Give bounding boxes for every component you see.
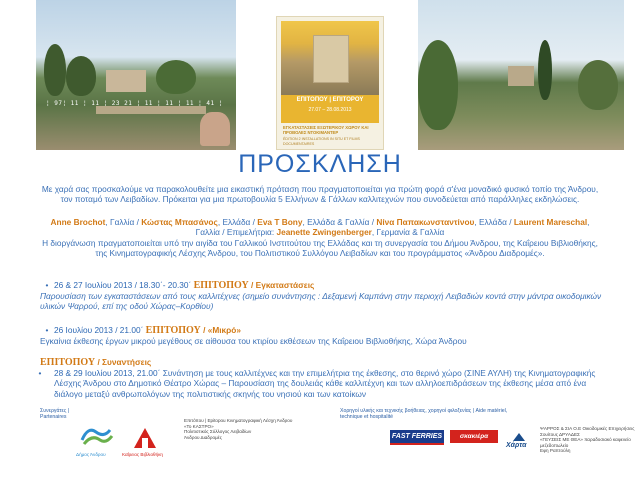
curator-country: , Γερμανία & Γαλλία bbox=[371, 227, 445, 238]
poster-subtitle-fr: ÉDITION 2 INSTALLATIONS IN SITU ET FILMS DOCUMENTAIRES bbox=[283, 137, 360, 146]
event-brand: ΕΠΙΤΟΠΟΥ bbox=[193, 280, 249, 291]
sponsor-item: μεζεδοπωλείο bbox=[540, 442, 569, 448]
event-title: / Συναντήσεις bbox=[95, 357, 152, 367]
event-title: / Εγκαταστάσεις bbox=[248, 280, 315, 290]
library-logo bbox=[122, 422, 163, 457]
event-description: Εγκαίνια έκθεσης έργων μικρού μεγέθους σε αίθουσα του κτιρίου εκθέσεων της Καΐρειου Βιβλιοθήκης, Χώρα Άνδρου bbox=[40, 336, 467, 347]
sponsor-item: «ΓΕΥΣΕΙΣ ΜΕ ΘΕΑ» παραδοσιακό καφενείο bbox=[540, 437, 631, 443]
artist-country: , Ελλάδα / bbox=[474, 217, 514, 227]
event-description: Παρουσίαση των εγκαταστάσεων από τους καλλιτέχνες (σημείο συνάντησης : Δεξαμενή Καμπάνη στην περιοχή Λειβαδιών κοντά στην μάντρα οικοδομικών υλικών Ψαρρού, επί της οδού Χώρας–Κορθίου) bbox=[40, 291, 602, 312]
fast-ferries-logo: FAST FERRIES bbox=[390, 430, 444, 445]
sponsors-label: Χορηγοί υλικής και τεχνικής βοήθειας, χορηγοί φιλοξενίας | Aide matériel, technique et hospitalité bbox=[340, 408, 508, 420]
xarta-logo bbox=[506, 432, 526, 449]
artist-country: , Γαλλία / Επιμελήτρια: bbox=[195, 217, 590, 238]
bullet-icon: • bbox=[45, 280, 49, 290]
bullet-icon: • bbox=[38, 368, 42, 379]
artist-name: Eva T Bony bbox=[257, 217, 303, 227]
poster-dates: 27.07 – 28.08.2013 bbox=[308, 107, 352, 113]
sponsor-name: Χάρτα bbox=[506, 442, 527, 449]
poster-title: ΕΠΙΤΟΠΟΥ | ΕΠΙΤΟΡΟΥ bbox=[296, 97, 364, 103]
event-title: / «Μικρό» bbox=[200, 325, 241, 335]
event-description: Συνάντηση με τους καλλιτέχνες και την επιμελήτρια της έκθεσης, στο θερινό χώρο (ΣΙΝΕ ΑΥΛΗ) της Κινηματογραφικής Λέσχης Άνδρου στο Δημοτικό Θέατρο Χώρας – Παρουσίαση της δουλειάς κάθε καλλιτέχνη και των αλληλοεπιδράσεων της έκθεσης μέσα από ένα διάλογο μεταξύ ανθρωπολόγων της πολιτιστικής σκηνής του νησιού και των κατοίκων bbox=[54, 368, 596, 399]
municipality-logo bbox=[74, 422, 118, 457]
skakiera-logo: σκακιέρα bbox=[450, 430, 498, 443]
artist-country: , Ελλάδα / bbox=[217, 217, 258, 227]
artist-country: , Γαλλία / bbox=[105, 217, 142, 227]
sponsor-item: Σουίτους ΔΡΥΑΔΕΣ bbox=[540, 431, 580, 437]
event-header bbox=[40, 325, 612, 336]
artist-name: Νίνα Παπακωνσταντίνου bbox=[376, 217, 475, 227]
event-header bbox=[40, 280, 612, 291]
artist-name: Laurent Mareschal bbox=[513, 217, 588, 227]
xarta-icon bbox=[512, 432, 526, 442]
partner-name: Δήμος Άνδρου bbox=[76, 452, 106, 457]
landscape-photo-left bbox=[36, 0, 236, 150]
partner-item: «Το ΚΑΣΤΡΟ» bbox=[184, 423, 214, 429]
event-body bbox=[40, 368, 612, 399]
sponsor-item: ΨΑΡΡΟΣ & ΣΙΑ Ο.Ε Οικοδομικές Επιχειρήσεις bbox=[540, 426, 635, 431]
event-section-header bbox=[40, 357, 612, 368]
event-installations bbox=[40, 280, 612, 312]
artist-country: , Ελλάδα & Γαλλία / bbox=[302, 217, 377, 227]
event-date: 28 & 29 Ιουλίου 2013, 21.00΄ bbox=[54, 368, 161, 379]
sponsors-list bbox=[540, 426, 640, 454]
partner-item: Επιτόπου | Epitopou Κινηματογραφική Λέσχη Άνδρου bbox=[184, 418, 293, 423]
sponsor-item: Εφη Ραπτούλη bbox=[540, 448, 571, 454]
curator-name: Jeanette Zwingenberger bbox=[276, 227, 372, 238]
poster-subtitle: ΕΓΚΑΤΑΣΤΑΣΕΙΣ ΕΞΩΤΕΡΙΚΟΥ ΧΩΡΟΥ ΚΑΙ ΠΡΟΒΟΛΕΣ ΝΤΟΚΙΜΑΝΤΕΡ bbox=[283, 125, 369, 135]
partners-list bbox=[184, 418, 294, 440]
footer bbox=[0, 408, 640, 480]
bullet-icon: • bbox=[45, 325, 49, 335]
event-small-works bbox=[40, 325, 612, 346]
photo-stamp: ¦ 97¦ 11 ¦ 11 ¦ 23 21 ¦ 11 ¦ 11 ¦ 11 ¦ 41 ¦ bbox=[46, 100, 223, 107]
event-date: 26 & 27 Ιουλίου 2013 / 18.30΄- 20.30΄ bbox=[54, 280, 194, 290]
event-meetings bbox=[40, 357, 612, 399]
artist-name: Κώστας Μπασάνος bbox=[141, 217, 218, 227]
poster-image bbox=[281, 21, 379, 95]
landscape-photo-right bbox=[418, 0, 624, 150]
partner-name: Καΐρειος Βιβλιοθήκη bbox=[122, 452, 163, 457]
exhibition-poster bbox=[276, 16, 384, 150]
artist-name: Anne Brochot bbox=[50, 217, 106, 227]
poster-tower bbox=[313, 35, 349, 83]
artists-list bbox=[40, 217, 600, 237]
organization-text: Η διοργάνωση πραγματοποιείται υπό την αιγίδα του Γαλλικού Ινστιτούτου της Ελλάδας και τη συνεργασία του Δήμου Άνδρου, της Καΐρειου Βιβλιοθήκης, της Κινηματογραφικής Λέσχης Άνδρου, του Πολιτιστικού Συλλόγου Λειβαδίων και του προγράμματος «Άνδρου Διαδρομές». bbox=[42, 238, 598, 259]
event-brand: ΕΠΙΤΟΠΟΥ bbox=[40, 357, 96, 368]
partner-item: Άνδρου Διαδρομές bbox=[184, 434, 222, 440]
page-title: ΠΡΟΣΚΛΗΣΗ bbox=[238, 150, 402, 178]
event-date: 26 Ιουλίου 2013 / 21.00΄ bbox=[54, 325, 146, 335]
partners-label: Συνεργάτες | Partenaires bbox=[40, 408, 70, 420]
event-brand: ΕΠΙΤΟΠΟΥ bbox=[145, 325, 201, 336]
intro-text: Με χαρά σας προσκαλούμε να παρακολουθείτε μια εικαστική πρόταση που πραγματοποιείται για πρώτη φορά σ'ένα μοναδικό φυσικό τοπίο της Άνδρου, τον ποταμό των Λειβαδίων. Πρόκειται για μια πρωτοβουλία 5 Ελλήνων & Γάλλων καλλιτεχνών που συνοδεύεται από παράλληλες εκδηλώσεις. bbox=[41, 184, 599, 205]
partner-item: Πολιτιστικός Σύλλογος Λειβαδίων bbox=[184, 429, 252, 435]
